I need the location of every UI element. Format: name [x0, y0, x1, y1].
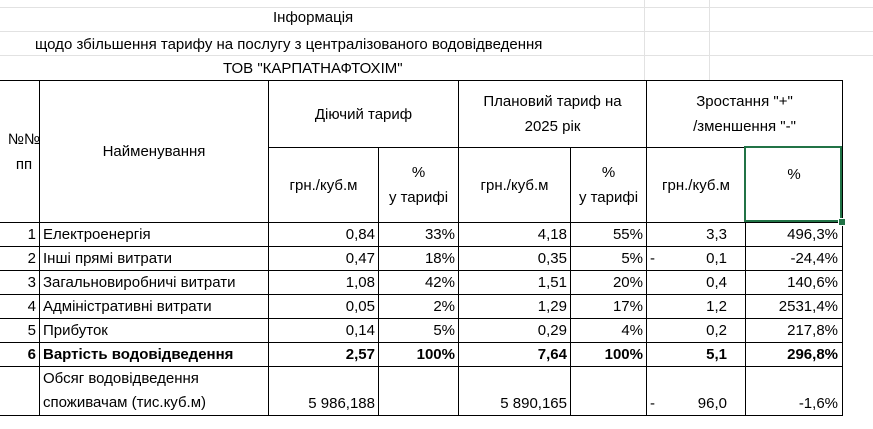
- volume-sign: -: [650, 394, 655, 412]
- company-name: ТОВ "КАРПАТНАФТОХІМ": [223, 60, 403, 77]
- row-number[interactable]: 5: [27, 322, 36, 339]
- row-planned[interactable]: 0,35: [537, 250, 567, 267]
- row-growth-pct[interactable]: 217,8%: [787, 322, 838, 339]
- row-planned-pct[interactable]: 5%: [621, 250, 643, 267]
- row-name[interactable]: Вартість водовідведення: [43, 346, 234, 363]
- volume-current[interactable]: 5 986,188: [308, 394, 375, 412]
- volume-label: Обсяг водовідведення споживачам (тис.куб.м): [43, 370, 207, 411]
- row-growth[interactable]: 0,1: [706, 250, 727, 267]
- row-planned[interactable]: 4,18: [537, 226, 567, 243]
- row-name[interactable]: Електроенергія: [43, 226, 151, 243]
- header-pct-planned: % у тарифі: [578, 164, 639, 206]
- row-planned[interactable]: 1,29: [537, 298, 567, 315]
- row-current-pct[interactable]: 5%: [433, 322, 455, 339]
- header-pct-growth[interactable]: %: [787, 165, 801, 183]
- row-growth[interactable]: 5,1: [706, 346, 727, 363]
- gridline: [0, 55, 873, 56]
- row-name[interactable]: Прибуток: [43, 322, 108, 339]
- row-planned[interactable]: 1,51: [537, 274, 567, 291]
- row-growth[interactable]: 1,2: [706, 298, 727, 315]
- row-growth-pct[interactable]: 296,8%: [787, 346, 838, 363]
- header-unit-planned: грн./куб.м: [480, 176, 549, 194]
- row-current-pct[interactable]: 42%: [424, 274, 455, 291]
- row-planned-pct[interactable]: 20%: [612, 274, 643, 291]
- row-planned-pct[interactable]: 4%: [621, 322, 643, 339]
- sheet-subtitle: щодо збільшення тарифу на послугу з централізованого водовідведення: [35, 36, 543, 53]
- row-current-pct[interactable]: 33%: [424, 226, 455, 243]
- row-name[interactable]: Загальновиробничі витрати: [43, 274, 236, 291]
- row-current-pct[interactable]: 2%: [433, 298, 455, 315]
- header-pct-current: % у тарифі: [388, 164, 449, 206]
- row-current[interactable]: 0,14: [345, 322, 375, 339]
- row-planned-pct[interactable]: 100%: [604, 346, 643, 363]
- row-planned-pct[interactable]: 55%: [612, 226, 643, 243]
- row-number[interactable]: 2: [27, 250, 36, 267]
- row-number[interactable]: 1: [27, 226, 36, 243]
- row-growth-pct[interactable]: -24,4%: [790, 250, 838, 267]
- row-sign: -: [650, 250, 655, 267]
- header-number: №№ пп: [7, 130, 41, 173]
- header-unit-growth: грн./куб.м: [662, 176, 730, 194]
- gridline: [0, 7, 873, 8]
- row-growth-pct[interactable]: 496,3%: [787, 226, 838, 243]
- row-planned[interactable]: 0,29: [537, 322, 567, 339]
- header-name: Найменування: [102, 143, 206, 160]
- volume-planned[interactable]: 5 890,165: [500, 394, 567, 412]
- row-growth[interactable]: 0,4: [706, 274, 727, 291]
- row-number[interactable]: 6: [27, 346, 36, 363]
- row-planned-pct[interactable]: 17%: [612, 298, 643, 315]
- row-growth-pct[interactable]: 140,6%: [787, 274, 838, 291]
- row-growth-pct[interactable]: 2531,4%: [778, 298, 838, 315]
- row-growth[interactable]: 3,3: [706, 226, 727, 243]
- fill-handle[interactable]: [838, 218, 846, 226]
- row-current[interactable]: 0,05: [345, 298, 375, 315]
- row-current[interactable]: 2,57: [345, 346, 375, 363]
- row-planned[interactable]: 7,64: [537, 346, 567, 363]
- header-current-tariff: Діючий тариф: [314, 105, 413, 123]
- row-number[interactable]: 4: [27, 298, 36, 315]
- row-current[interactable]: 1,08: [345, 274, 375, 291]
- gridline: [709, 0, 710, 80]
- row-current-pct[interactable]: 18%: [424, 250, 455, 267]
- row-current-pct[interactable]: 100%: [416, 346, 455, 363]
- header-planned-tariff: Плановий тариф на 2025 рік: [483, 93, 622, 135]
- volume-growth-pct[interactable]: -1,6%: [798, 394, 838, 412]
- header-unit-current: грн./куб.м: [289, 176, 358, 194]
- gridline: [644, 0, 645, 80]
- gridline: [0, 31, 873, 32]
- volume-growth[interactable]: 96,0: [697, 394, 727, 412]
- header-growth: Зростання "+" /зменшення "-": [693, 93, 796, 135]
- sheet-title: Інформація: [273, 9, 354, 26]
- selected-cell-outline[interactable]: [744, 146, 842, 222]
- row-current[interactable]: 0,84: [345, 226, 375, 243]
- row-current[interactable]: 0,47: [345, 250, 375, 267]
- row-name[interactable]: Інші прямі витрати: [43, 250, 173, 267]
- row-growth[interactable]: 0,2: [706, 322, 727, 339]
- row-number[interactable]: 3: [27, 274, 36, 291]
- row-name[interactable]: Адміністративні витрати: [43, 298, 212, 315]
